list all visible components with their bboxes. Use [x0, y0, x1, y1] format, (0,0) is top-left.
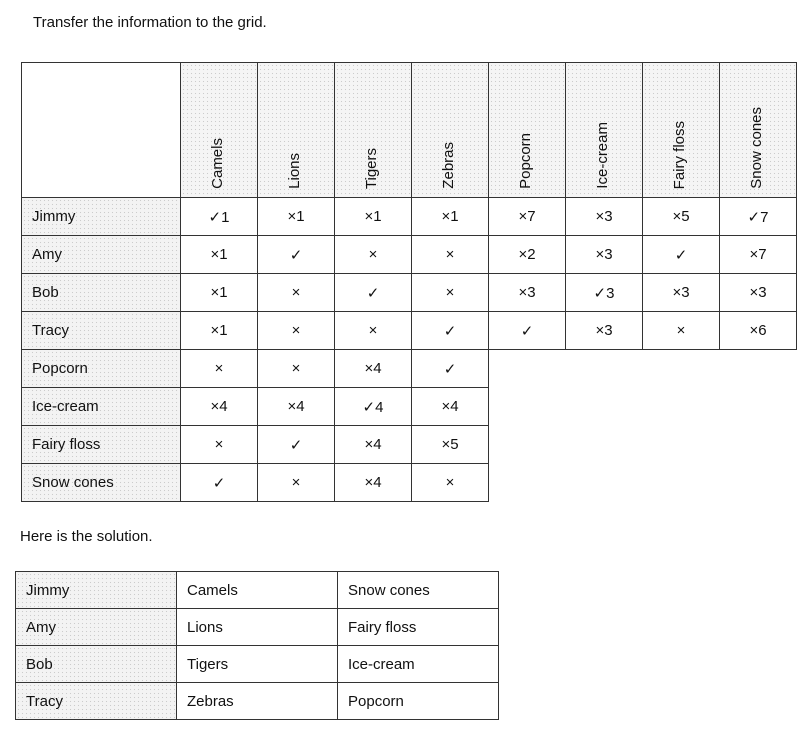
solution-row [16, 646, 499, 683]
grid-cell: ×7 [720, 236, 797, 274]
grid-row [22, 274, 797, 312]
column-header [720, 63, 797, 198]
column-header-label: Camels [209, 138, 226, 189]
solution-table [15, 571, 499, 720]
grid-cell: ×4 [412, 388, 489, 426]
column-header [566, 63, 643, 198]
grid-cell: × [643, 312, 720, 350]
grid-cell: ✓7 [720, 198, 797, 236]
empty-cell [566, 350, 643, 388]
column-header [181, 63, 258, 198]
grid-cell: ×3 [643, 274, 720, 312]
column-header [643, 63, 720, 198]
row-header: Fairy floss [22, 426, 181, 464]
grid-cell: ×5 [643, 198, 720, 236]
solution-cell: Camels [177, 572, 338, 609]
logic-grid [21, 62, 797, 502]
row-header: Bob [22, 274, 181, 312]
grid-row [22, 236, 797, 274]
grid-cell: ×7 [489, 198, 566, 236]
solution-intro: Here is the solution. [20, 528, 153, 545]
grid-cell: ✓ [489, 312, 566, 350]
grid-cell: ✓4 [335, 388, 412, 426]
empty-cell [566, 464, 643, 502]
empty-cell [720, 464, 797, 502]
row-header: Jimmy [22, 198, 181, 236]
grid-cell: ×1 [181, 236, 258, 274]
grid-cell: ×3 [566, 236, 643, 274]
empty-cell [643, 350, 720, 388]
grid-cell: ✓ [643, 236, 720, 274]
column-header-label: Tigers [363, 147, 380, 189]
empty-cell [489, 388, 566, 426]
grid-cell: ✓3 [566, 274, 643, 312]
empty-cell [489, 464, 566, 502]
grid-cell: × [181, 426, 258, 464]
empty-cell [489, 350, 566, 388]
grid-cell: ×3 [489, 274, 566, 312]
grid-cell: ×3 [720, 274, 797, 312]
grid-cell: ×1 [258, 198, 335, 236]
grid-cell: ×1 [412, 198, 489, 236]
grid-cell: × [258, 312, 335, 350]
empty-cell [566, 426, 643, 464]
solution-row [16, 683, 499, 720]
grid-cell: × [181, 350, 258, 388]
grid-row [22, 464, 797, 502]
grid-cell: ✓ [412, 312, 489, 350]
grid-row [22, 388, 797, 426]
grid-cell: ×1 [335, 198, 412, 236]
solution-cell: Jimmy [16, 572, 177, 609]
grid-row [22, 426, 797, 464]
solution-cell: Tigers [177, 646, 338, 683]
empty-cell [489, 426, 566, 464]
empty-cell [643, 464, 720, 502]
corner-cell [22, 63, 181, 198]
solution-cell: Zebras [177, 683, 338, 720]
grid-cell: ×4 [258, 388, 335, 426]
grid-cell: × [335, 236, 412, 274]
empty-cell [720, 388, 797, 426]
grid-row [22, 350, 797, 388]
grid-cell: ×6 [720, 312, 797, 350]
solution-cell: Amy [16, 609, 177, 646]
empty-cell [720, 426, 797, 464]
grid-cell: ×3 [566, 198, 643, 236]
grid-cell: ✓ [181, 464, 258, 502]
empty-cell [720, 350, 797, 388]
grid-cell: ×3 [566, 312, 643, 350]
grid-cell: ×4 [335, 350, 412, 388]
column-header-label: Popcorn [517, 133, 534, 189]
grid-cell: ×4 [335, 464, 412, 502]
grid-cell: × [412, 274, 489, 312]
row-header: Tracy [22, 312, 181, 350]
column-header-label: Ice-cream [594, 122, 611, 189]
grid-cell: × [412, 236, 489, 274]
solution-cell: Ice-cream [338, 646, 499, 683]
grid-cell: × [258, 350, 335, 388]
grid-cell: × [258, 274, 335, 312]
grid-cell: ✓1 [181, 198, 258, 236]
solution-cell: Snow cones [338, 572, 499, 609]
grid-cell: ×4 [181, 388, 258, 426]
grid-cell: ×2 [489, 236, 566, 274]
solution-cell: Bob [16, 646, 177, 683]
empty-cell [643, 426, 720, 464]
column-header-label: Zebras [440, 142, 457, 189]
empty-cell [566, 388, 643, 426]
column-header-label: Lions [286, 153, 303, 189]
column-header [489, 63, 566, 198]
column-header [335, 63, 412, 198]
grid-cell: × [412, 464, 489, 502]
grid-row [22, 312, 797, 350]
grid-cell: ✓ [412, 350, 489, 388]
column-header-label: Snow cones [748, 107, 765, 189]
empty-cell [643, 388, 720, 426]
solution-cell: Fairy floss [338, 609, 499, 646]
grid-cell: ×1 [181, 274, 258, 312]
solution-cell: Tracy [16, 683, 177, 720]
solution-cell: Popcorn [338, 683, 499, 720]
grid-cell: ✓ [258, 236, 335, 274]
instruction-text: Transfer the information to the grid. [33, 14, 267, 31]
grid-cell: ×5 [412, 426, 489, 464]
grid-cell: ×1 [181, 312, 258, 350]
row-header: Ice-cream [22, 388, 181, 426]
column-header-label: Fairy floss [671, 120, 688, 189]
column-header [258, 63, 335, 198]
grid-cell: ×4 [335, 426, 412, 464]
solution-row [16, 609, 499, 646]
grid-cell: × [335, 312, 412, 350]
row-header: Amy [22, 236, 181, 274]
column-header [412, 63, 489, 198]
row-header: Snow cones [22, 464, 181, 502]
solution-cell: Lions [177, 609, 338, 646]
grid-cell: ✓ [258, 426, 335, 464]
grid-row [22, 198, 797, 236]
grid-cell: ✓ [335, 274, 412, 312]
row-header: Popcorn [22, 350, 181, 388]
solution-row [16, 572, 499, 609]
grid-cell: × [258, 464, 335, 502]
